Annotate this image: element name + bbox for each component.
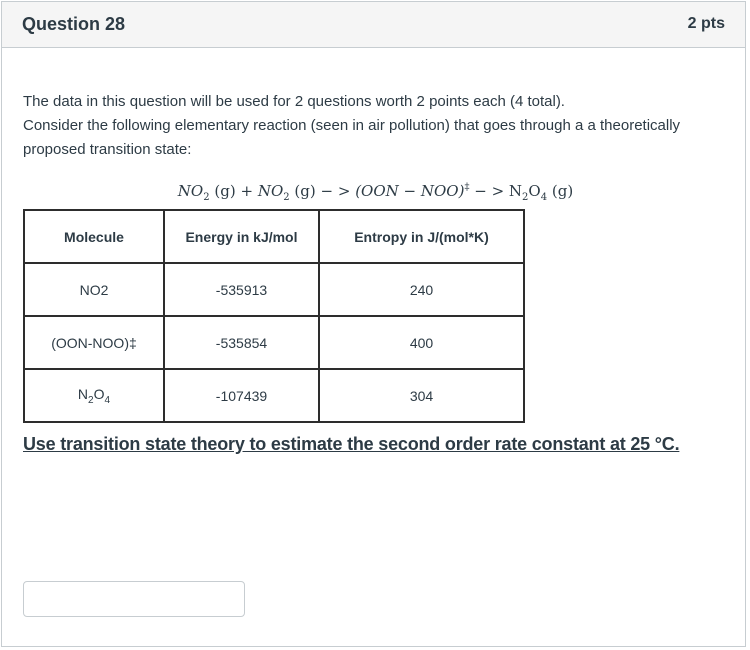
- double-dagger-mark: ‡: [464, 182, 470, 193]
- answer-input[interactable]: [23, 581, 245, 617]
- product-n: N: [508, 182, 523, 200]
- product: [508, 182, 548, 203]
- reactant-2: [257, 182, 290, 203]
- question-header: [2, 2, 745, 48]
- table-row: [24, 263, 524, 316]
- plus-sign: +: [240, 182, 254, 200]
- reactant-2-subscript: 2: [283, 192, 290, 203]
- data-table: [23, 209, 525, 423]
- reactant-1-subscript: 2: [203, 192, 210, 203]
- reactant-1: [177, 182, 210, 203]
- cell-energy: -535913: [164, 263, 319, 316]
- reactant-1-formula: NO: [177, 182, 204, 200]
- reaction-equation: [23, 176, 728, 203]
- product-phase: (g): [551, 182, 574, 200]
- reactant-2-formula: NO: [257, 182, 284, 200]
- intro-text-1: The data in this question will be used for 2 questions worth 2 points each (4 total).: [23, 93, 565, 110]
- product-sub-2: 4: [540, 192, 548, 203]
- table-row: [24, 316, 524, 369]
- product-sub-1: 2: [522, 192, 529, 203]
- molecule-sub-1: 2: [88, 394, 94, 406]
- question-title: Question 28: [22, 14, 126, 34]
- question-points: 2 pts: [687, 15, 725, 32]
- molecule-n: N: [77, 385, 89, 402]
- table-row: [24, 369, 524, 422]
- cell-molecule: NO2: [24, 263, 164, 316]
- cell-energy: -535854: [164, 316, 319, 369]
- question-card: [1, 1, 746, 647]
- cell-entropy: 240: [319, 263, 524, 316]
- cell-molecule: (OON-NOO)‡: [24, 316, 164, 369]
- header-energy: Energy in kJ/mol: [164, 210, 319, 263]
- header-molecule: Molecule: [24, 210, 164, 263]
- header-entropy: Entropy in J/(mol*K): [319, 210, 524, 263]
- question-body: [23, 90, 728, 455]
- table-header-row: [24, 210, 524, 263]
- cell-entropy: 400: [319, 316, 524, 369]
- intro-text-2: Consider the following elementary reaction (seen in air pollution) that goes through a a theoretically proposed transition state:: [23, 117, 681, 158]
- arrow-1: − >: [320, 182, 351, 200]
- reactant-1-phase: (g): [214, 182, 236, 200]
- transition-state: (OON − NOO): [355, 182, 465, 200]
- cell-molecule: [24, 369, 164, 422]
- cell-entropy: 304: [319, 369, 524, 422]
- product-o: O: [528, 182, 541, 200]
- molecule-sub-2: 4: [104, 394, 111, 406]
- arrow-2: − >: [474, 182, 505, 200]
- reactant-2-phase: (g): [294, 182, 316, 200]
- molecule-o: O: [93, 385, 105, 402]
- cell-energy: -107439: [164, 369, 319, 422]
- question-prompt: Use transition state theory to estimate the second order rate constant at 25 °C.: [23, 434, 680, 454]
